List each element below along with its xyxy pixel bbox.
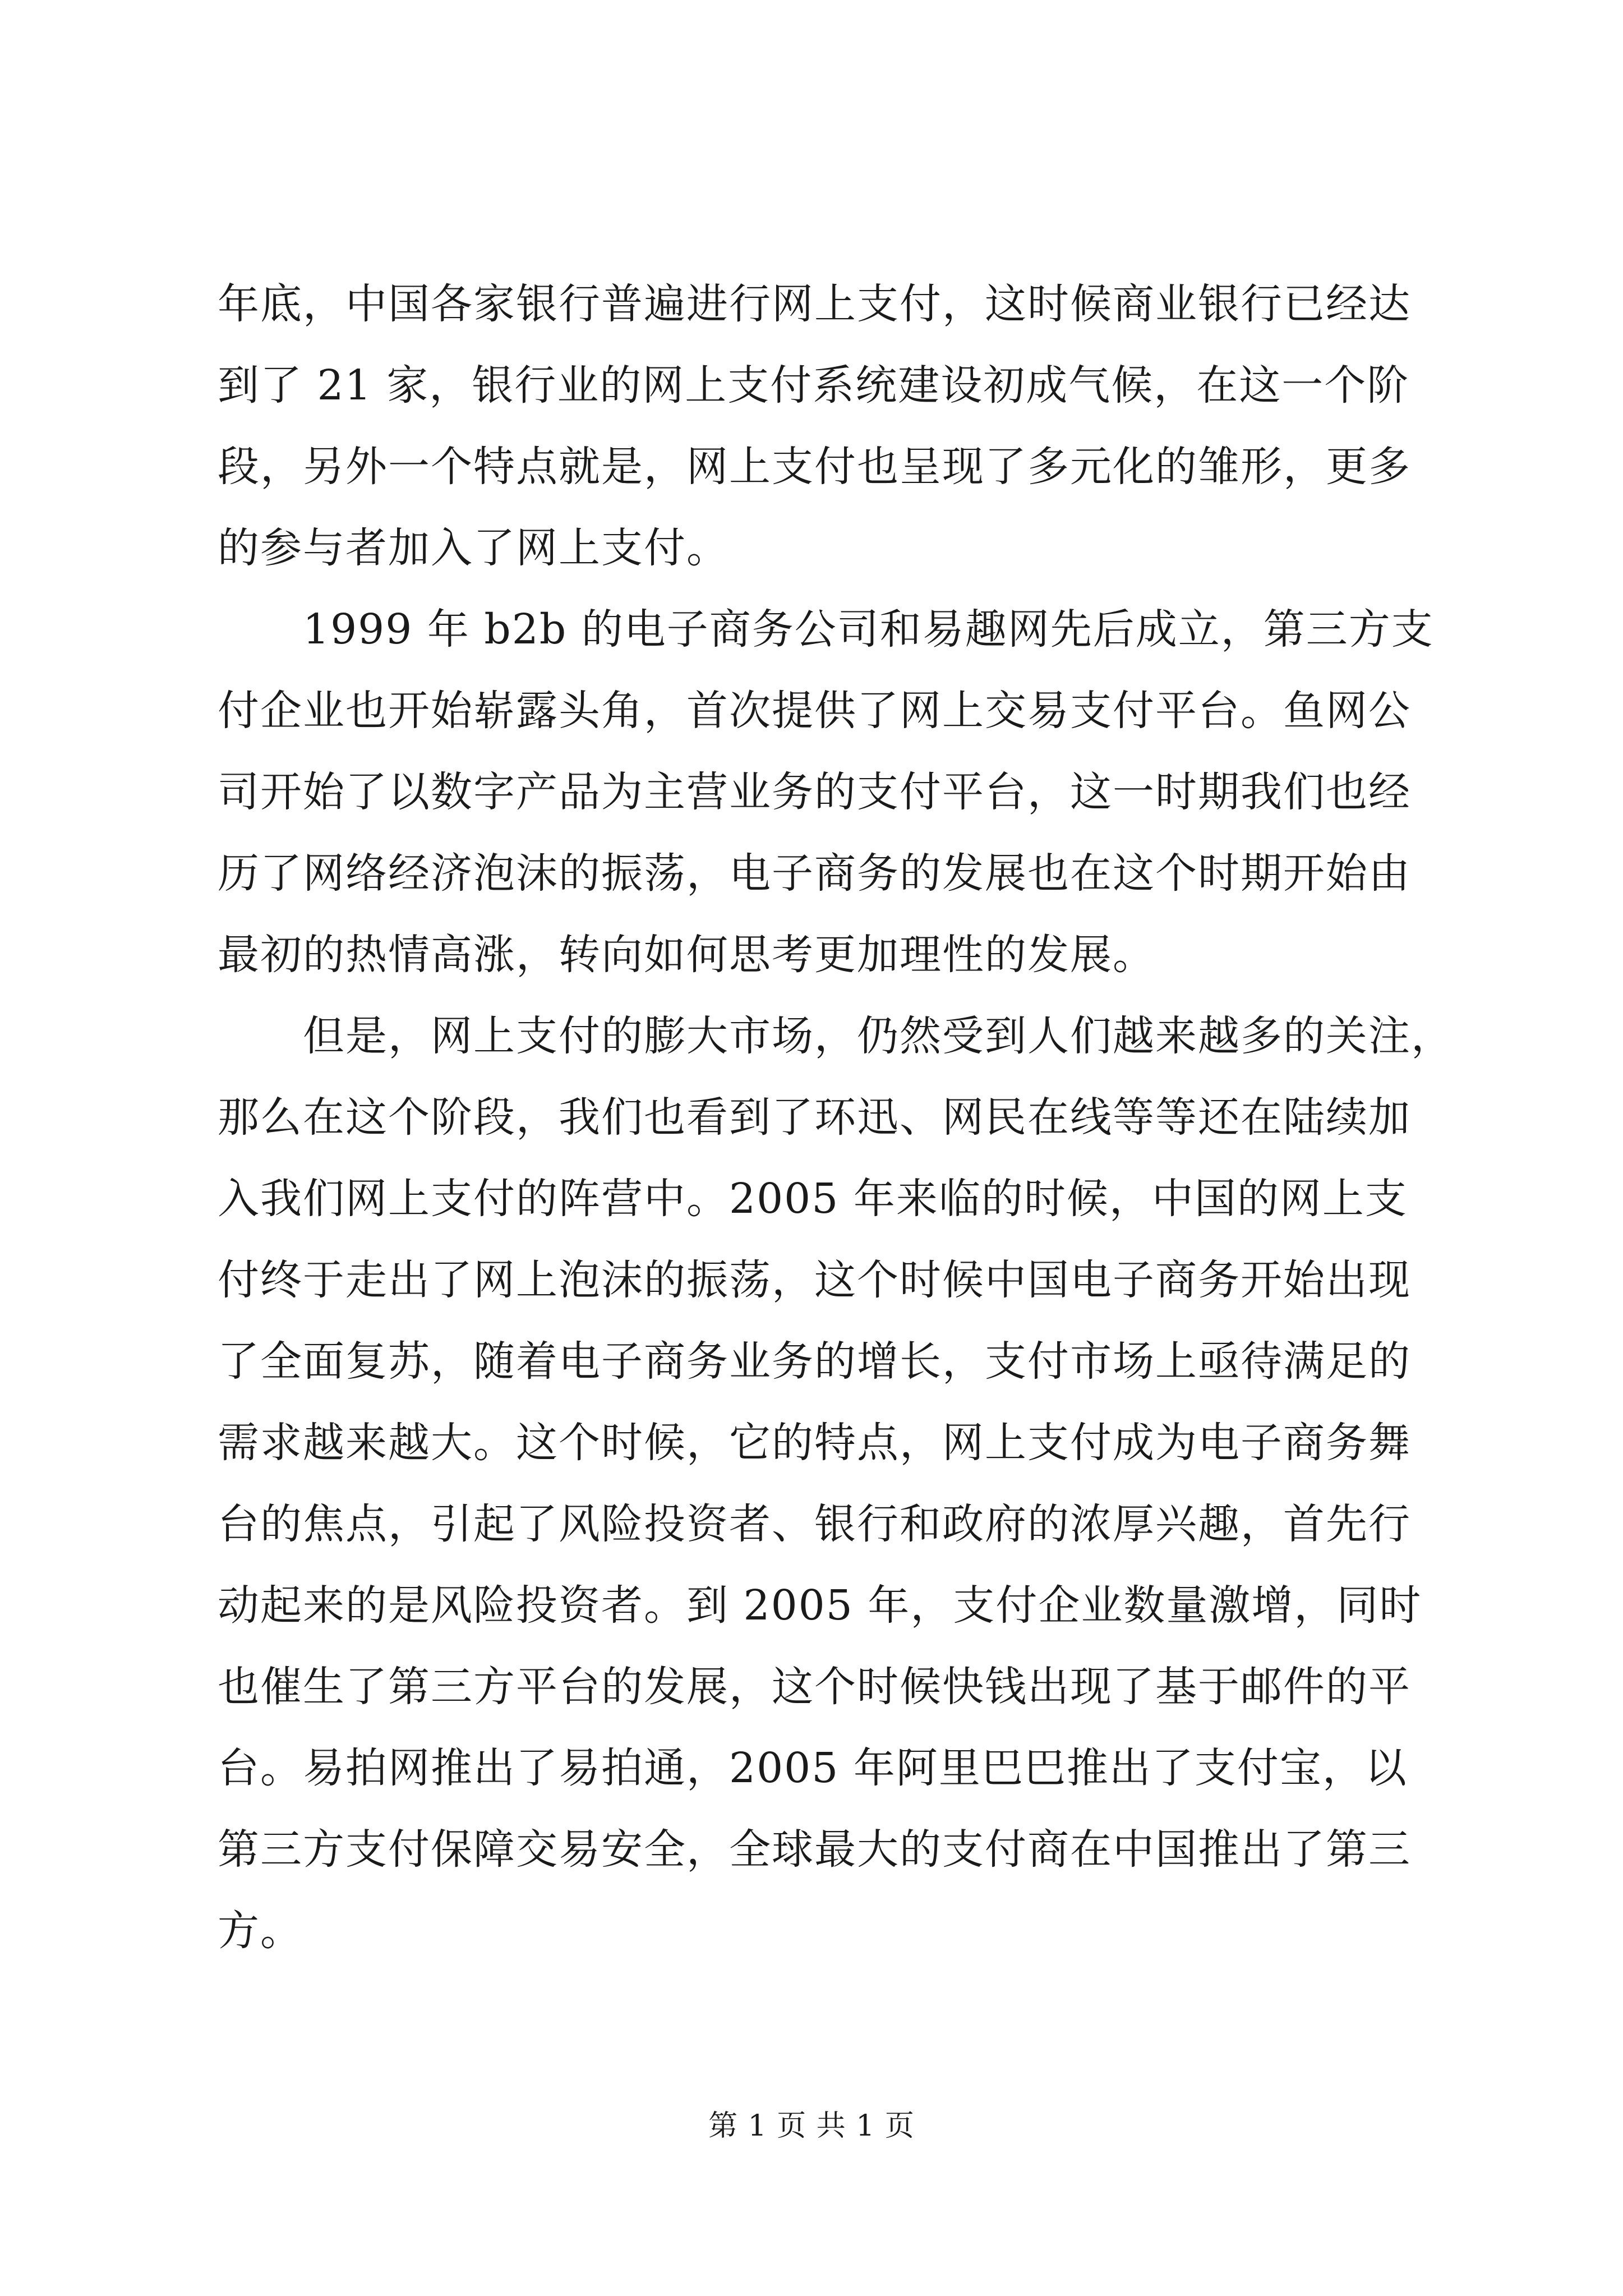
text-line: 动起来的是风险投资者。到 2005 年，支付企业数量激增，同时	[218, 1581, 1422, 1630]
text-line: 台。易拍网推出了易拍通，2005 年阿里巴巴推出了支付宝，以	[218, 1744, 1408, 1792]
text-line: 的参与者加入了网上支付。	[218, 524, 729, 572]
text-line: 也催生了第三方平台的发展，这个时候快钱出现了基于邮件的平	[218, 1663, 1411, 1711]
text-line: 付终于走出了网上泡沫的振荡，这个时候中国电子商务开始出现	[218, 1256, 1411, 1304]
text-line: 年底，中国各家银行普遍进行网上支付，这时候商业银行已经达	[218, 280, 1411, 328]
text-line: 历了网络经济泡沫的振荡，电子商务的发展也在这个时期开始由	[218, 849, 1411, 898]
page-footer: 第 1 页 共 1 页	[708, 2109, 915, 2143]
text-line: 台的焦点，引起了风险投资者、银行和政府的浓厚兴趣，首先行	[218, 1500, 1411, 1548]
text-line: 段，另外一个特点就是，网上支付也呈现了多元化的雏形，更多	[218, 443, 1411, 491]
paragraph-2	[218, 589, 1434, 996]
text-line: 付企业也开始崭露头角，首次提供了网上交易支付平台。鱼网公	[218, 687, 1411, 735]
text-line: 司开始了以数字产品为主营业务的支付平台，这一时期我们也经	[218, 768, 1411, 816]
text-line: 入我们网上支付的阵营中。2005 年来临的时候，中国的网上支	[218, 1175, 1408, 1223]
text-line: 1999 年 b2b 的电子商务公司和易趣网先后成立，第三方支	[303, 605, 1434, 654]
text-line: 了全面复苏，随着电子商务业务的增长，支付市场上亟待满足的	[218, 1337, 1411, 1386]
text-line: 第三方支付保障交易安全，全球最大的支付商在中国推出了第三	[218, 1825, 1411, 1874]
text-line: 最初的热情高涨，转向如何思考更加理性的发展。	[218, 931, 1155, 979]
text-line: 需求越来越大。这个时候，它的特点，网上支付成为电子商务舞	[218, 1419, 1411, 1467]
paragraph-3	[218, 996, 1454, 1972]
paragraph-1	[218, 264, 1418, 589]
text-line: 但是，网上支付的膨大市场，仍然受到人们越来越多的关注，	[303, 1012, 1454, 1060]
text-line: 那么在这个阶段，我们也看到了环迅、网民在线等等还在陆续加	[218, 1093, 1411, 1142]
document-body	[218, 264, 1454, 1972]
text-line: 到了 21 家，银行业的网上支付系统建设初成气候，在这一个阶	[218, 361, 1410, 409]
text-line: 方。	[218, 1907, 303, 1955]
